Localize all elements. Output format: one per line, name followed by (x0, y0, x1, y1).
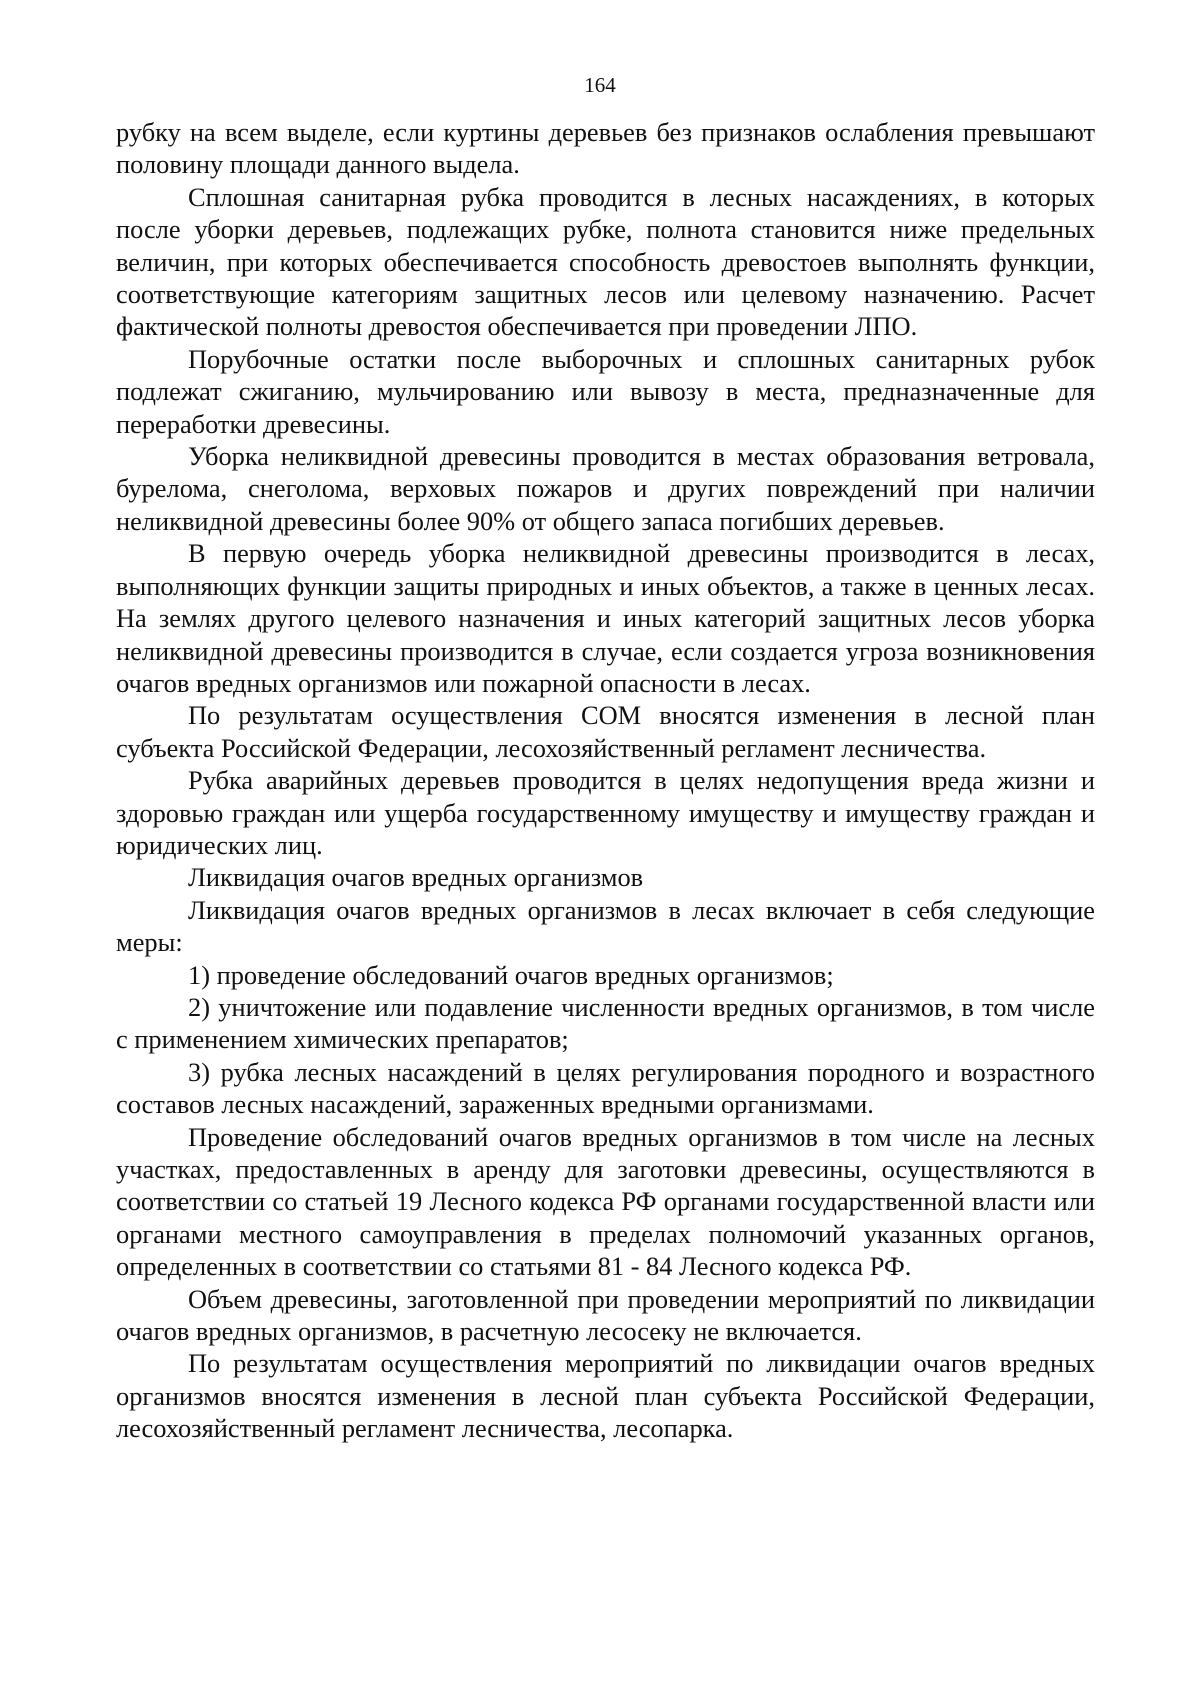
page-number: 164 (584, 73, 616, 97)
paragraph-logging-residues: Порубочные остатки после выборочных и сплошных санитарных рубок подлежат сжиганию, мульчированию или вывозу в места, предназначенные для переработки древесины. (116, 343, 1095, 439)
paragraph-illiquid-wood-removal: Уборка неликвидной древесины проводится в местах образования ветровала, бурелома, снеголома, верховых пожаров и других повреждений при наличии неликвидной древесины более 90% от общего запаса погибших деревьев. (116, 441, 1095, 536)
paragraph-wood-volume: Объем древесины, заготовленной при проведении мероприятий по ликвидации очагов вредных организмов, в расчетную лесосеку не включается. (116, 1283, 1095, 1347)
page-body (116, 116, 1095, 1445)
paragraph-hazard-trees: Рубка аварийных деревьев проводится в целях недопущения вреда жизни и здоровью граждан или ущерба государственному имуществу и имуществу граждан и юридических лиц. (116, 765, 1095, 860)
paragraph-continuation: рубку на всем выделе, если куртины деревьев без признаков ослабления превышают половину площади данного выдела. (116, 117, 1095, 180)
list-item-3: 3) рубка лесных насаждений в целях регулирования породного и возрастного составов лесных насаждений, зараженных вредными организмами. (116, 1056, 1095, 1120)
paragraph-som-results: По результатам осуществления СОМ вносятся изменения в лесной план субъекта Российской Федерации, лесохозяйственный регламент лесничества. (116, 700, 1095, 763)
paragraph-priority-removal: В первую очередь уборка неликвидной древесины производится в лесах, выполняющих функции защиты природных и иных объектов, а также в ценных лесах. На землях другого целевого назначения и иных категорий защитных лесов уборка неликвидной древесины производится в случае, если создается угроза возникновения очагов вредных организмов или пожарной опасности в лесах. (116, 538, 1095, 698)
list-item-2: 2) уничтожение или подавление численности вредных организмов, в том числе с применением химических препаратов; (116, 991, 1095, 1055)
section-heading-pest-outbreaks: Ликвидация очагов вредных организмов (188, 862, 644, 893)
paragraph-measures-intro: Ликвидация очагов вредных организмов в лесах включает в себя следующие меры: (116, 894, 1095, 958)
paragraph-plan-changes: По результатам осуществления мероприятий по ликвидации очагов вредных организмов вносятся изменения в лесной план субъекта Российской Федерации, лесохозяйственный регламент лесничества, лесопарка. (116, 1348, 1095, 1444)
list-item-1: 1) проведение обследований очагов вредных организмов; (188, 959, 834, 990)
paragraph-clear-sanitary-felling: Сплошная санитарная рубка проводится в лесных насаждениях, в которых после уборки деревьев, подлежащих рубке, полнота становится ниже предельных величин, при которых обеспечивается способность древостоев выполнять функции, соответствующие категориям защитных лесов или целевому назначению. Расчет фактической полноты древостоя обеспечивается при проведении ЛПО. (116, 181, 1095, 342)
paragraph-surveys: Проведение обследований очагов вредных организмов в том числе на лесных участках, предоставленных в аренду для заготовки древесины, осуществляются в соответствии со статьей 19 Лесного кодекса РФ органами государственной власти или органами местного самоуправления в пределах полномочий указанных органов, определенных в соответствии со статьями 81 - 84 Лесного кодекса РФ. (116, 1121, 1095, 1282)
